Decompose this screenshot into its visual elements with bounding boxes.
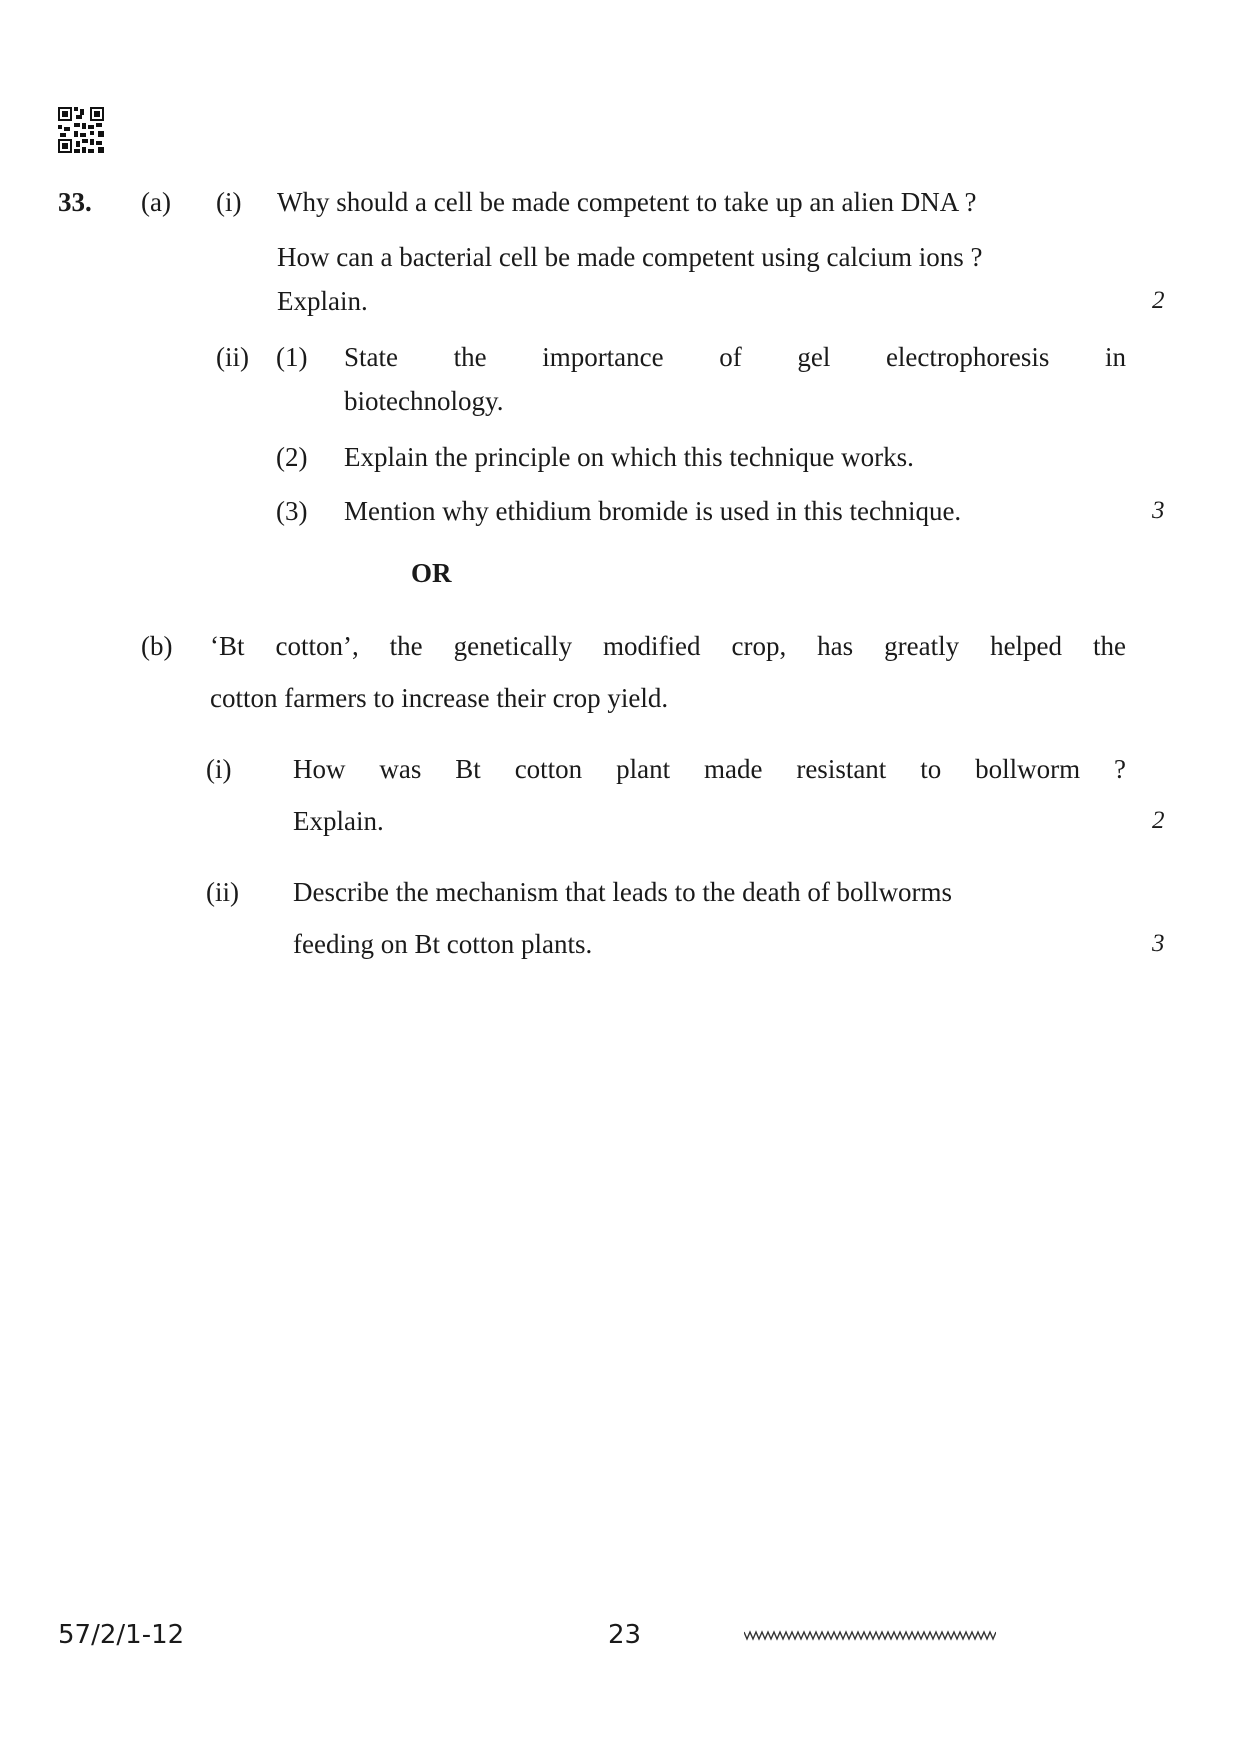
part-a-label: (a) <box>141 187 171 217</box>
point-3-text: Mention why ethidium bromide is used in this technique. <box>344 496 962 526</box>
page-number: 23 <box>608 1620 642 1650</box>
point-1-label: (1) <box>276 342 308 372</box>
b-i-line-1: How was Bt cotton plant made resistant to bollworm ? <box>293 754 1126 784</box>
b-line-1: ‘Bt cotton’, the genetically modified crop, has greatly helped the <box>210 631 1126 661</box>
point-1-line-1: State the importance of gel electrophoresis in <box>344 342 1126 372</box>
a-i-line-2: How can a bacterial cell be made competent using calcium ions ? <box>277 242 983 272</box>
marks-b-ii: 3 <box>1152 930 1165 957</box>
sub-i-label: (i) <box>216 187 242 217</box>
point-2-label: (2) <box>276 442 308 472</box>
b-ii-line-2: feeding on Bt cotton plants. <box>293 929 593 959</box>
or-separator: OR <box>411 558 452 588</box>
qr-code-icon <box>58 107 104 153</box>
b-line-2: cotton farmers to increase their crop yield. <box>210 683 669 713</box>
marks-a-i: 2 <box>1152 287 1165 314</box>
marks-b-i: 2 <box>1152 807 1165 834</box>
sub-ii-label: (ii) <box>216 342 249 372</box>
point-2-text: Explain the principle on which this technique works. <box>344 442 914 472</box>
b-ii-label: (ii) <box>206 877 239 907</box>
b-i-line-2: Explain. <box>293 806 384 836</box>
a-i-line-3: Explain. <box>277 286 368 316</box>
b-ii-line-1: Describe the mechanism that leads to the death of bollworms <box>293 877 953 907</box>
paper-code: 57/2/1-12 <box>58 1620 185 1650</box>
marks-a-ii: 3 <box>1152 497 1165 524</box>
part-b-label: (b) <box>141 631 173 661</box>
point-3-label: (3) <box>276 496 308 526</box>
question-number: 33. <box>58 187 92 217</box>
a-i-line-1: Why should a cell be made competent to take up an alien DNA ? <box>277 187 977 217</box>
b-i-label: (i) <box>206 754 232 784</box>
point-1-line-2: biotechnology. <box>344 386 504 416</box>
wavy-line-icon <box>744 1628 996 1642</box>
